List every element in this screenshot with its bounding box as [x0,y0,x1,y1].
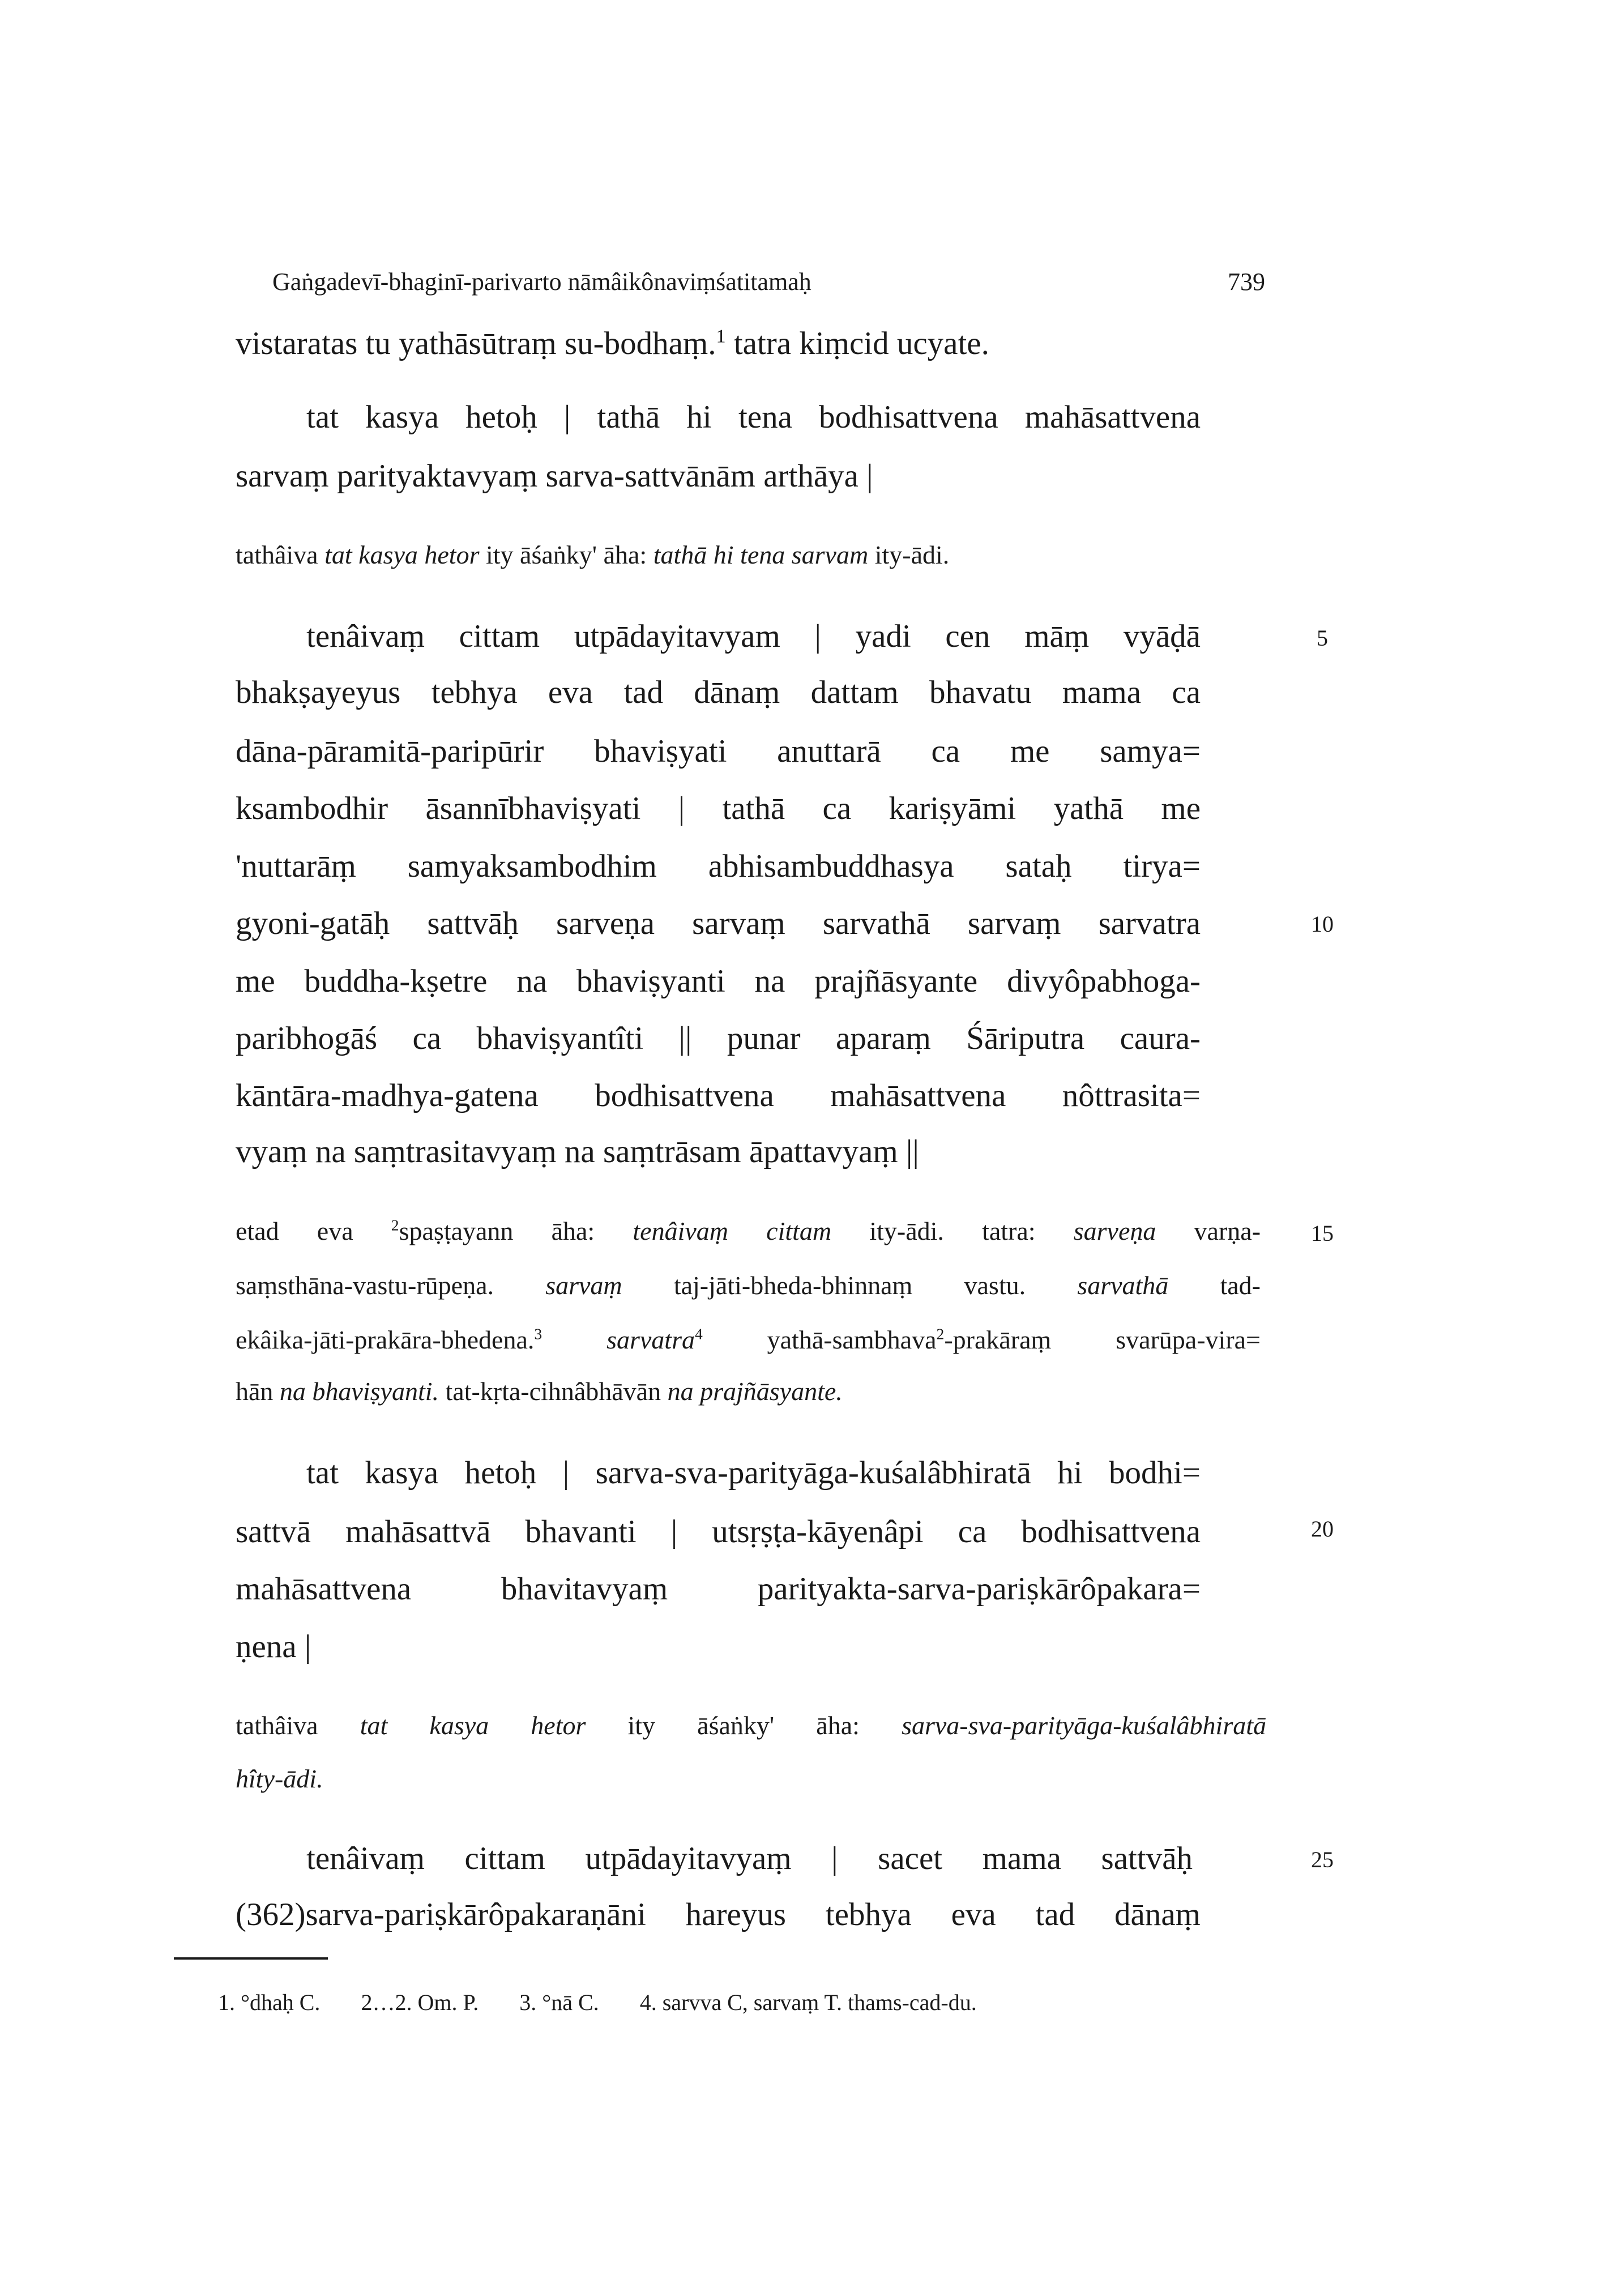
text-run: yathā-sambhava [702,1325,937,1354]
italic-lemma: sarveṇa [1073,1217,1156,1245]
italic-lemma: tat kasya hetor [360,1711,586,1740]
text-run: tatra kiṃcid ucyate. [725,326,989,361]
text-run: paribhogāś ca bhaviṣyantîti || punar aparaṃ Śāriputra caura- [236,1021,1201,1056]
text-run: spaṣṭayann āha: [399,1217,633,1245]
text-line [306,1457,1201,1489]
text-run: tenâivaṃ cittam utpādayitavyam | yadi cen māṃ vyāḍā [306,618,1201,654]
text-line [236,850,1201,882]
text-run: ity-ādi. tatra: [831,1217,1074,1245]
footnotes [218,1989,1012,2016]
text-run: varṇa- [1156,1217,1261,1245]
text-line [236,792,1201,825]
italic-lemma: tathā hi tena sarvam [653,540,869,569]
text-run: tenâivaṃ cittam utpādayitavyaṃ | sacet mama sattvāḥ [306,1841,1193,1876]
text-line [236,1631,1201,1663]
text-line [306,1842,1193,1875]
footnote-ref: 2 [936,1325,945,1343]
text-run: 'nuttarāṃ samyaksambodhim abhisambuddhasya sataḥ tirya= [236,848,1201,884]
footnote-text: °nā C. [542,1990,599,2015]
text-line [306,401,1201,433]
text-line [236,676,1201,709]
text-run: tathâiva [236,1711,360,1740]
footnote-2 [361,1990,479,2015]
text-run: ekâika-jāti-prakāra-bhedena. [236,1325,535,1354]
footnote-divider [174,1957,328,1960]
commentary-line [236,1766,1266,1792]
text-run: sattvā mahāsattvā bhavanti | utsṛṣṭa-kāyenâpi ca bodhisattvena [236,1514,1201,1550]
text-line [236,327,1201,360]
footnote-1 [218,1990,320,2015]
text-run: tat-kṛta-cihnâbhāvān [439,1377,668,1406]
text-run: tat kasya hetoḥ | sarva-sva-parityāga-kuśalâbhiratā hi bodhi= [306,1455,1201,1491]
text-line [236,1079,1201,1112]
text-run: ity āśaṅky' āha: [479,540,654,569]
footnote-ref: 1 [716,326,726,347]
footnote-ref: 4 [694,1325,703,1343]
line-number: 5 [1317,625,1328,651]
footnote-number: 4. [639,1990,657,2015]
line-number: 25 [1311,1847,1334,1872]
footnote-text: Om. P. [417,1990,479,2015]
text-run [542,1325,607,1354]
text-run: kāntāra-madhya-gatena bodhisattvena mahāsattvena nôttrasita= [236,1078,1201,1113]
running-header-title: Gaṅgadevī-bhaginī-parivarto nāmâikônaviṃśatitamaḥ [272,268,812,296]
page-number: 739 [1228,268,1265,296]
commentary-line [236,1327,1261,1353]
text-run: -prakāraṃ svarūpa-vira= [944,1325,1261,1354]
text-run: ksambodhir āsannībhaviṣyati | tathā ca kariṣyāmi yathā me [236,791,1201,826]
italic-lemma: sarvaṃ [545,1271,622,1300]
text-run: saṃsthāna-vastu-rūpeṇa. [236,1271,546,1300]
text-line [236,1516,1201,1548]
text-line [236,907,1201,940]
commentary-line [236,1273,1261,1299]
footnote-text: sarvva C, sarvaṃ T. thams-cad-du. [662,1990,977,2015]
text-line [236,735,1201,767]
text-run: ity-ādi. [868,540,950,569]
footnote-ref: 3 [534,1325,543,1343]
text-line [236,1573,1201,1605]
footnote-ref: 2 [391,1216,399,1234]
commentary-line [236,1713,1266,1739]
text-run: (362)sarva-pariṣkārôpakaraṇāni hareyus tebhya eva tad dānaṃ [236,1897,1201,1932]
footnote-3 [519,1990,599,2015]
text-line [236,1022,1201,1055]
italic-lemma: na prajñāsyante. [667,1377,843,1406]
text-run: tad- [1168,1271,1261,1300]
text-line [236,1136,1201,1168]
text-run: bhakṣayeyus tebhya eva tad dānaṃ dattam bhavatu mama ca [236,675,1201,710]
commentary-line [236,1218,1261,1244]
text-run: hān [236,1377,280,1406]
italic-lemma: sarvathā [1077,1271,1169,1300]
text-line [236,965,1201,997]
text-run: gyoni-gatāḥ sattvāḥ sarveṇa sarvaṃ sarvathā sarvaṃ sarvatra [236,906,1201,941]
text-line [306,620,1201,652]
footnote-4 [640,1990,977,2015]
italic-lemma: tat kasya hetor [324,540,480,569]
text-run: ṇena | [236,1629,311,1665]
italic-lemma: na bhaviṣyanti. [279,1377,439,1406]
line-number: 10 [1311,911,1334,937]
text-run: sarvaṃ parityaktavyaṃ sarva-sattvānām arthāya | [236,458,873,494]
footnote-number: 1. [218,1990,235,2015]
line-number: 15 [1311,1220,1334,1246]
italic-lemma: tenâivaṃ cittam [633,1217,832,1245]
text-run: tathâiva [236,540,325,569]
commentary-line [236,1379,1266,1405]
text-run: me buddha-kṣetre na bhaviṣyanti na prajñāsyante divyôpabhoga- [236,963,1201,999]
commentary-line [236,542,1229,568]
text-run: mahāsattvena bhavitavyaṃ parityakta-sarva-pariṣkārôpakara= [236,1571,1201,1607]
text-line [236,460,1201,492]
text-run: dāna-pāramitā-paripūrir bhaviṣyati anuttarā ca me samya= [236,733,1201,769]
text-run: ity āśaṅky' āha: [586,1711,902,1740]
text-run: etad eva [236,1217,391,1245]
text-line [236,1898,1201,1931]
italic-lemma: hîty-ādi. [236,1764,323,1793]
italic-lemma: sarva-sva-parityāga-kuśalâbhiratā [902,1711,1266,1740]
italic-lemma: sarvatra [607,1325,695,1354]
footnote-number: 3. [519,1990,537,2015]
footnote-number: 2…2. [361,1990,412,2015]
line-number: 20 [1311,1516,1334,1542]
text-run: tat kasya hetoḥ | tathā hi tena bodhisattvena mahāsattvena [306,399,1201,435]
text-run: vyaṃ na saṃtrasitavyaṃ na saṃtrāsam āpattavyaṃ || [236,1134,919,1170]
text-run: vistaratas tu yathāsūtraṃ su-bodhaṃ. [236,326,716,361]
text-run: taj-jāti-bheda-bhinnaṃ vastu. [622,1271,1078,1300]
footnote-text: °dhaḥ C. [241,1990,321,2015]
